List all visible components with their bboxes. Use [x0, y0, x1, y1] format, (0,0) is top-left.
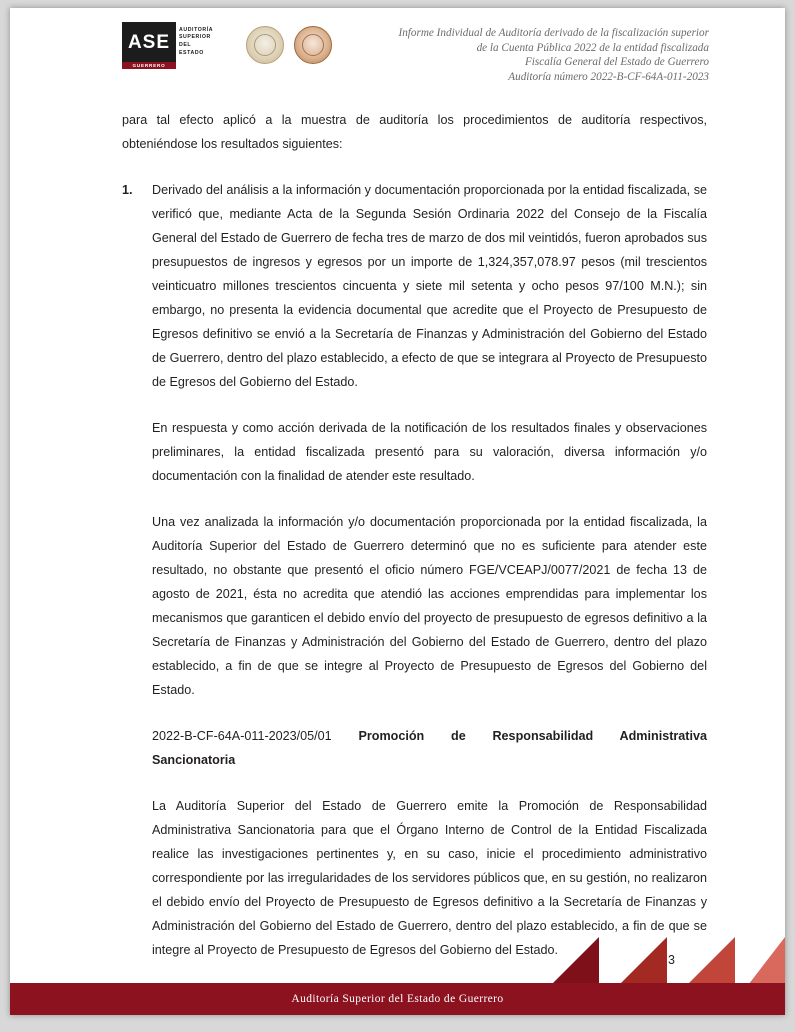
page-header — [10, 8, 785, 90]
result-paragraph-1: Derivado del análisis a la información y documentación proporcionada por la entidad fiscalizada, se verificó que, mediante Acta de la Segunda Sesión Ordinaria 2022 del Consejo de la Fiscalía General del Estado de Guerrero de fecha tres de marzo de dos mil veintidós, fueron aprobados sus presupuestos de ingresos y egresos por un importe de 1,324,357,078.97 pesos (mil trescientos veinticuatro millones trescientos cincuenta y siete mil setenta y ocho pesos 97/100 M.N.); sin embargo, no presenta la evidencia documental que acredite que el Proyecto de Presupuesto de Egresos definitivo se envió a la Secretaría de Finanzas y Administración del Gobierno del Estado de Guerrero, dentro del plazo establecido, a efecto de que se integrara al Proyecto de Presupuesto de Egresos del Gobierno del Estado. — [152, 183, 707, 389]
ase-logo-line-2: SUPERIOR — [179, 34, 211, 41]
result-item-number: 1. — [122, 183, 133, 197]
page-footer — [10, 929, 785, 1015]
result-paragraph-2: En respuesta y como acción derivada de la notificación de los resultados finales y observaciones preliminares, la entidad fiscalizada presentó para su valoración, diversa información y/o documentación con la finalidad de atender este resultado. — [152, 421, 707, 483]
header-title-line-3: Fiscalía General del Estado de Guerrero — [524, 56, 709, 68]
header-title-block — [398, 26, 709, 84]
page-number: | 3 — [661, 953, 675, 967]
promotion-heading — [152, 724, 707, 772]
header-title-line-1: Informe Individual de Auditoría derivado de la fiscalización superior — [398, 27, 709, 39]
result-item-body — [152, 178, 707, 962]
escudo-nacional-seal — [246, 26, 284, 64]
promotion-title-line-2: Sancionatoria — [152, 753, 236, 767]
ase-logo-line-1: AUDITORÍA — [179, 26, 214, 33]
footer-bar — [10, 983, 785, 1015]
promotion-title: Promoción de Responsabilidad Administrativa — [358, 729, 708, 743]
document-page — [10, 8, 785, 1015]
header-title-line-4: Auditoría número 2022-B-CF-64A-011-2023 — [508, 70, 709, 83]
ase-logo — [122, 22, 214, 68]
header-title-line-2: de la Cuenta Pública 2022 de la entidad fiscalizada — [476, 41, 709, 54]
promotion-heading-line-1 — [152, 724, 707, 748]
intro-paragraph: para tal efecto aplicó a la muestra de auditoría los procedimientos de auditoría respectivos, obteniéndose los resultados siguientes: — [122, 113, 707, 151]
promotion-paragraph: La Auditoría Superior del Estado de Guerrero emite la Promoción de Responsabilidad Administrativa Sancionatoria para que el Órgano Interno de Control de la Entidad Fiscalizada realice las investigaciones pertinentes y, en su caso, inicie el procedimiento administrativo correspondiente por las irregularidades de los servidores públicos que, en su gestión, no realizaron el debido envío del Proyecto de Presupuesto de Egresos definitivo a la Secretaría de Finanzas y Administración del Gobierno del Estado de Guerrero, dentro del plazo establecido, a fin de que se integre al Proyecto de Presupuesto de Egresos del Gobierno del Estado. — [152, 799, 707, 957]
ase-logo-state: GUERRERO — [122, 62, 176, 69]
ase-logo-text — [176, 22, 214, 62]
promotion-code: 2022-B-CF-64A-011-2023/05/01 — [152, 729, 332, 743]
result-item-1 — [122, 178, 707, 962]
escudo-guerrero-seal — [294, 26, 332, 64]
footer-institution-label: Auditoría Superior del Estado de Guerrero — [291, 993, 504, 1005]
ase-logo-line-3: DEL ESTADO — [179, 42, 204, 56]
ase-logo-acronym: ASE — [122, 22, 176, 62]
result-paragraph-3: Una vez analizada la información y/o documentación proporcionada por la entidad fiscalizada, la Auditoría Superior del Estado de Guerrero determinó que no es suficiente para atender este resultado, no obstante que presentó el oficio número FGE/VCEAPJ/0077/2021 de fecha 13 de agosto de 2021, ésta no acredita que atendió las acciones emprendidas para implementar los mecanismos que garanticen el debido envío del proyecto de presupuesto de egresos definitivo a la Secretaría de Finanzas y Administración del Gobierno del Estado de Guerrero, dentro del plazo establecido, a fin de que se integre al Proyecto de Presupuesto de Egresos del Gobierno del Estado. — [152, 515, 707, 697]
document-content — [122, 108, 707, 984]
